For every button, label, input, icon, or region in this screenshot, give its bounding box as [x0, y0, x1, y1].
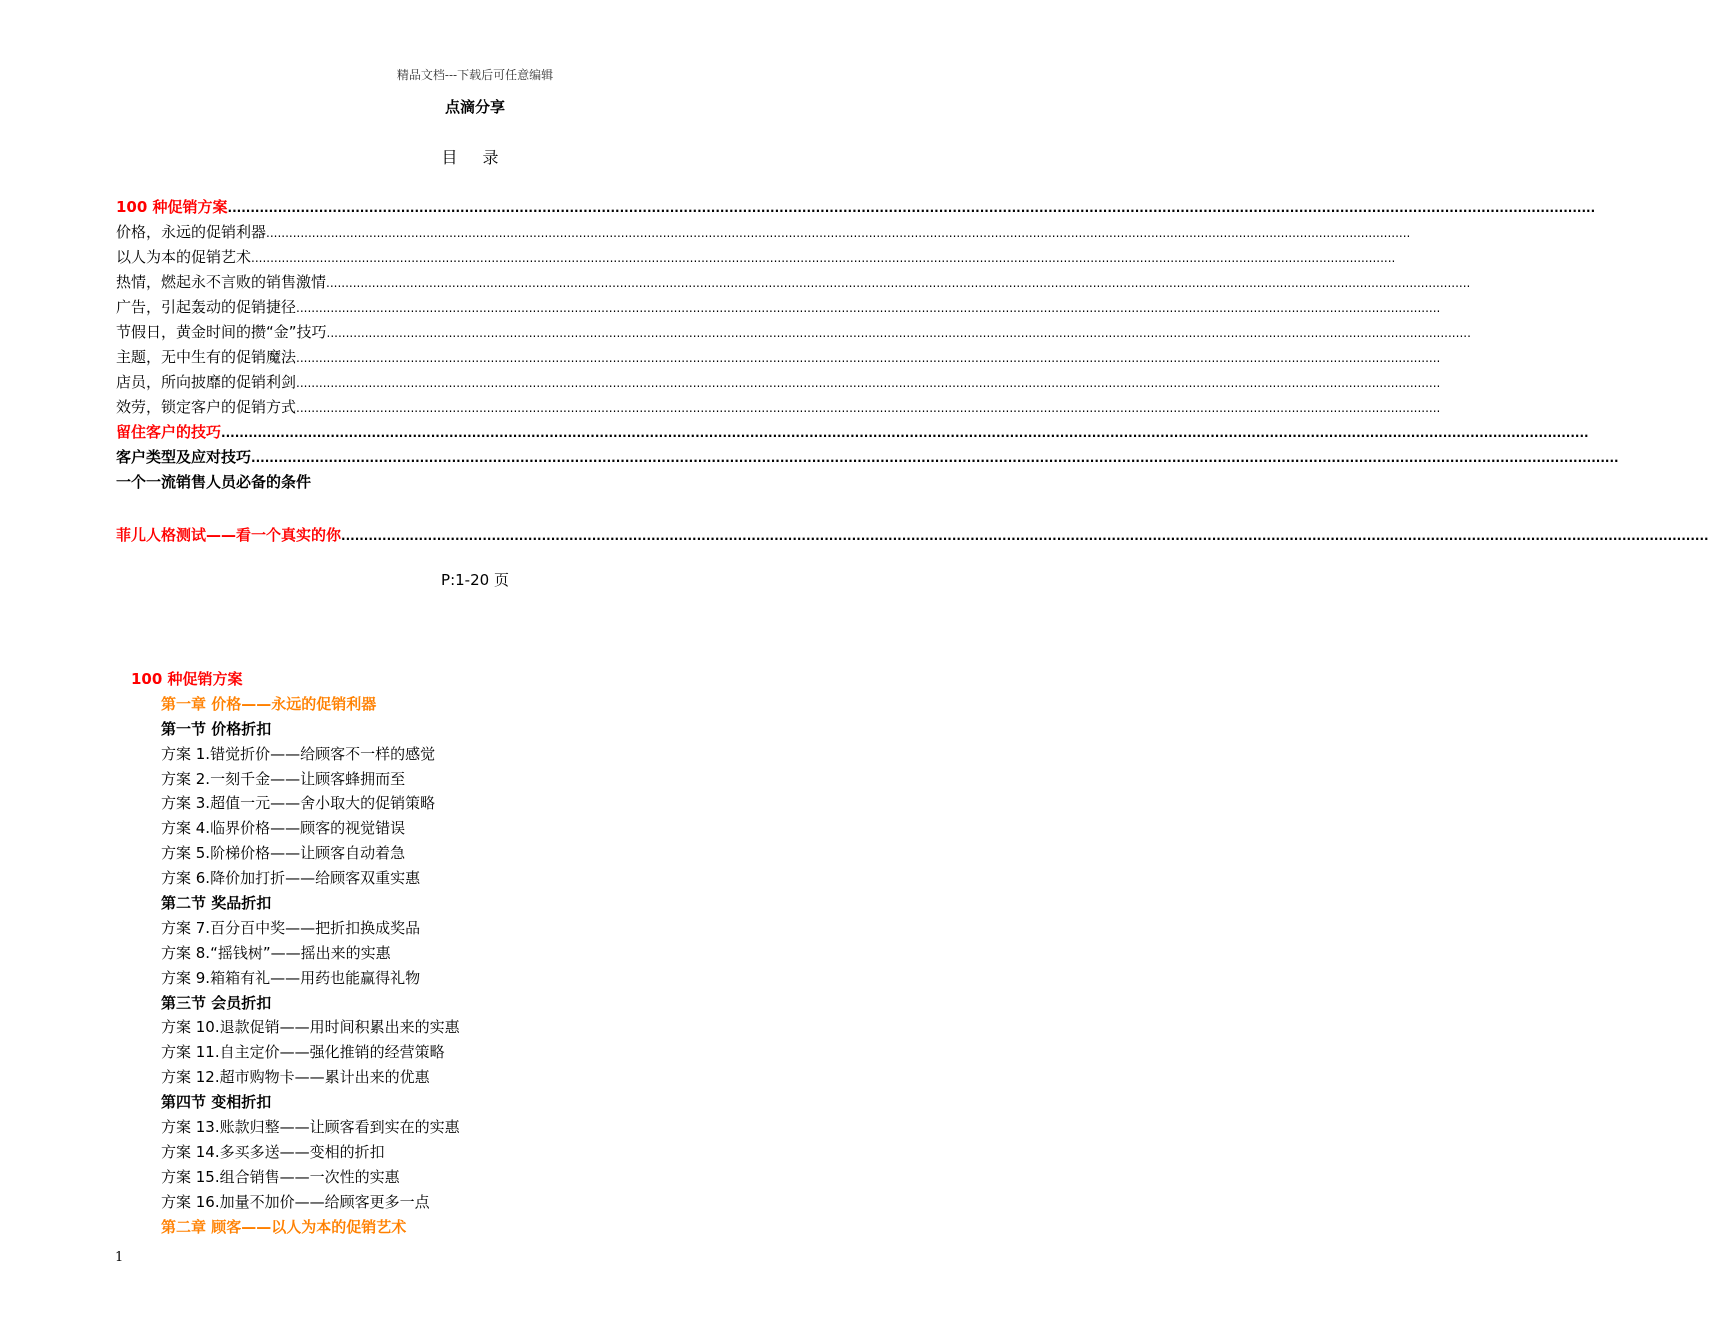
outline-item: 方案 2.一刻千金——让顾客蜂拥而至 — [161, 769, 406, 788]
toc-leader-dots: ............................................................................................................................................................................................................................................................................................................ — [296, 351, 1441, 365]
toc-leader-dots: ............................................................................................................................................................................................................................................................................................................ — [221, 426, 1589, 440]
toc-entry-label: 节假日，黄金时间的攒“金”技巧 — [116, 323, 327, 341]
outline-item: 方案 8.“摇钱树”——摇出来的实惠 — [161, 943, 391, 962]
toc-entry[interactable] — [116, 296, 1441, 321]
toc-leader-dots: ............................................................................................................................................................................................................................................................................................................ — [251, 251, 1396, 265]
outline-chapter: 第一章 价格——永远的促销利器 — [161, 694, 377, 713]
outline-item: 方案 15.组合销售——一次性的实惠 — [161, 1167, 400, 1186]
outline-item: 方案 9.箱箱有礼——用药也能赢得礼物 — [161, 968, 421, 987]
toc-entry-label: 菲儿人格测试——看一个真实的你 — [116, 526, 342, 544]
outline-title: 100 种促销方案 — [131, 670, 243, 688]
toc-leader-dots: ............................................................................................................................................................................................................................................................................................................ — [227, 201, 1596, 215]
toc-entry-label: 留住客户的技巧 — [116, 423, 222, 441]
toc-entry[interactable] — [116, 446, 1619, 471]
toc-spacer — [116, 496, 776, 524]
toc-entry[interactable] — [116, 196, 1596, 221]
toc-entry[interactable] — [116, 221, 1411, 246]
page-number: 1 — [115, 1250, 124, 1265]
outline-item: 方案 4.临界价格——顾客的视觉错误 — [161, 819, 406, 838]
toc-entry-label: 以人为本的促销艺术 — [116, 248, 252, 266]
toc-entry[interactable] — [116, 524, 1709, 549]
toc-leader-dots: ............................................................................................................................................................................................................................................................................................................ — [296, 401, 1441, 415]
toc-leader-dots: ............................................................................................................................................................................................................................................................................................................ — [296, 301, 1441, 315]
page-header: 精品文档---下载后可任意编辑 — [396, 68, 554, 82]
outline-section: 第四节 变相折扣 — [161, 1093, 272, 1112]
toc-entry-label: 一个一流销售人员必备的条件 — [116, 473, 312, 491]
outline-item: 方案 12.超市购物卡——累计出来的优惠 — [161, 1068, 430, 1087]
toc-entry[interactable] — [116, 471, 776, 496]
toc-entry-label: 广告，引起轰动的促销捷径 — [116, 298, 297, 316]
toc-entry-label: 店员，所向披靡的促销利剑 — [116, 373, 297, 391]
toc-entry[interactable] — [116, 421, 1589, 446]
outline-item: 方案 5.阶梯价格——让顾客自动着急 — [161, 844, 406, 863]
outline-section: 第二节 奖品折扣 — [161, 894, 272, 913]
toc-entry[interactable] — [116, 246, 1396, 271]
toc-leader-dots: ............................................................................................................................................................................................................................................................................................................ — [326, 276, 1471, 290]
table-of-contents — [116, 196, 1709, 549]
page-range: P:1-20 页 — [441, 571, 509, 589]
toc-heading: 目 录 — [441, 148, 509, 167]
toc-entry-label: 价格，永远的促销利器 — [116, 223, 267, 241]
outline-list — [131, 667, 460, 1239]
toc-leader-dots: ............................................................................................................................................................................................................................................................................................................ — [251, 451, 1619, 465]
outline-item: 方案 14.多买多送——变相的折扣 — [161, 1142, 385, 1161]
toc-entry[interactable] — [116, 321, 1471, 346]
toc-leader-dots: ............................................................................................................................................................................................................................................................................................................ — [341, 529, 1709, 543]
outline-item: 方案 7.百分百中奖——把折扣换成奖品 — [161, 918, 421, 937]
outline-item: 方案 6.降价加打折——给顾客双重实惠 — [161, 869, 421, 888]
outline-item: 方案 10.退款促销——用时间积累出来的实惠 — [161, 1018, 460, 1037]
toc-leader-dots: ............................................................................................................................................................................................................................................................................................................ — [326, 326, 1471, 340]
toc-entry-label: 客户类型及应对技巧 — [116, 448, 252, 466]
toc-entry[interactable] — [116, 396, 1441, 421]
toc-entry[interactable] — [116, 271, 1471, 296]
toc-entry-label: 效劳，锁定客户的促销方式 — [116, 398, 297, 416]
outline-item: 方案 11.自主定价——强化推销的经营策略 — [161, 1043, 445, 1062]
toc-leader-dots: ............................................................................................................................................................................................................................................................................................................ — [266, 226, 1411, 240]
toc-entry-label: 主题，无中生有的促销魔法 — [116, 348, 297, 366]
outline-item: 方案 13.账款归整——让顾客看到实在的实惠 — [161, 1118, 460, 1137]
outline-item: 方案 16.加量不加价——给顾客更多一点 — [161, 1192, 430, 1211]
toc-entry[interactable] — [116, 371, 1441, 396]
toc-entry-label: 100 种促销方案 — [116, 198, 228, 216]
document-title: 点滴分享 — [444, 98, 505, 116]
outline-item: 方案 1.错觉折价——给顾客不一样的感觉 — [161, 744, 436, 763]
outline-chapter: 第二章 顾客——以人为本的促销艺术 — [161, 1217, 407, 1236]
toc-entry-label: 热情，燃起永不言败的销售激情 — [116, 273, 327, 291]
outline-section: 第三节 会员折扣 — [161, 993, 272, 1012]
toc-leader-dots: ............................................................................................................................................................................................................................................................................................................ — [296, 376, 1441, 390]
outline-item: 方案 3.超值一元——舍小取大的促销策略 — [161, 794, 436, 813]
outline-section: 第一节 价格折扣 — [161, 719, 272, 738]
toc-entry[interactable] — [116, 346, 1441, 371]
